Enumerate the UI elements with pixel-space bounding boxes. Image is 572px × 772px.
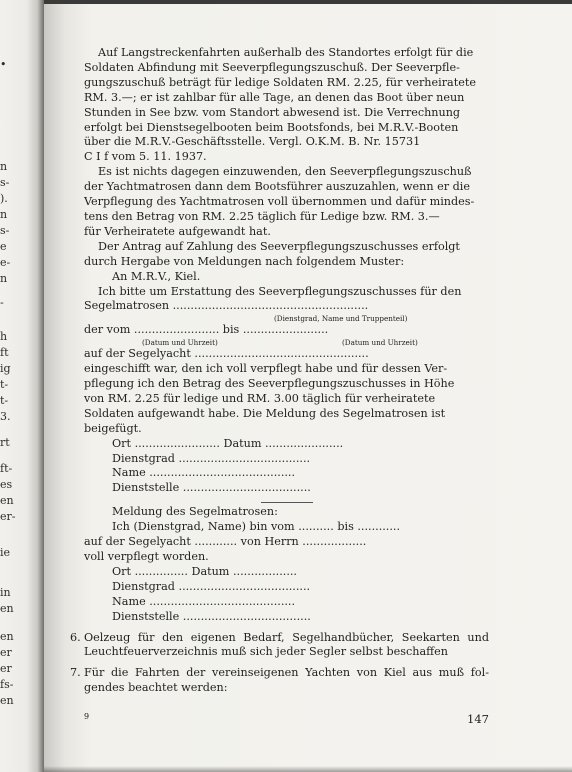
caption-date-from: (Datum und Uhrzeit): [142, 338, 218, 348]
report-line: auf der Segelyacht ............ von Herrn ..................: [84, 535, 367, 549]
margin-fragment: e-: [0, 256, 11, 269]
divider: [261, 502, 313, 503]
text-line: Verpflegung des Yachtmatrosen voll übernommen und dafür mindes-: [84, 195, 475, 209]
margin-fragment: er: [0, 662, 12, 675]
margin-fragment: ig: [0, 362, 11, 375]
margin-fragment: er: [0, 646, 12, 659]
form-from-to-line: der vom ........................ bis ........................: [84, 323, 329, 337]
item-number: 6.: [70, 630, 81, 644]
text-line: Stunden in See bzw. vom Standort abwesend ist. Die Verrechnung: [84, 105, 461, 119]
sample-form: [84, 270, 489, 497]
paragraph-application: [84, 240, 489, 270]
signature-mark: 9: [84, 712, 90, 721]
form-body-line: von RM. 2.25 für ledige und RM. 3.00 täglich für verheiratete: [84, 391, 436, 405]
report-rank: Dienstgrad .....................................: [112, 579, 311, 593]
report-title: Meldung des Segelmatrosen:: [112, 505, 278, 519]
margin-fragment: ft-: [0, 462, 13, 475]
item-text: Für die Fahrten der vereinseigenen Yachten von Kiel aus muß fol-gendes beachtet werden:: [84, 666, 489, 695]
list-item-6: [70, 630, 489, 661]
report-place-date: Ort ............... Datum ..................: [112, 564, 297, 578]
caption-rank-name-unit: (Dienstgrad, Name und Truppenteil): [274, 314, 408, 324]
item-number: 7.: [70, 666, 81, 680]
text-line: erfolgt bei Dienstsegelbooten beim Bootsfonds, bei M.R.V.-Booten: [84, 120, 459, 134]
margin-fragment: -: [0, 296, 4, 309]
margin-fragment: ft: [0, 346, 9, 359]
page-body: [70, 46, 489, 696]
margin-fragment: n: [0, 160, 8, 173]
form-office: Dienststelle ....................................: [112, 481, 311, 495]
margin-fragment: er-: [0, 510, 16, 523]
text-line: Der Antrag auf Zahlung des Seeverpflegungszuschusses erfolgt: [98, 239, 460, 253]
caption-row: [84, 338, 489, 347]
margin-fragment: t-: [0, 394, 9, 407]
sailor-report: [84, 505, 489, 624]
form-body-line: pflegung ich den Betrag des Seeverpflegungszuschusses in Höhe: [84, 377, 455, 391]
form-body-line: eingeschifft war, den ich voll verpflegt habe und für dessen Ver-: [84, 362, 448, 376]
text-line: der Yachtmatrosen dann dem Bootsführer auszuzahlen, wenn er die: [84, 180, 470, 194]
document-page: [44, 4, 572, 772]
margin-fragment: ).: [0, 192, 8, 205]
margin-fragment: rt: [0, 436, 10, 449]
text-line: Soldaten Abfindung mit Seeverpflegungszuschuß. Der Seeverpfle-: [84, 60, 460, 74]
margin-fragment: h: [0, 330, 8, 343]
text-line: RM. 3.—; er ist zahlbar für alle Tage, an denen das Boot über neun: [84, 90, 465, 104]
text-line: für Verheiratete aufgewandt hat.: [84, 224, 271, 238]
margin-fragment: fs-: [0, 678, 14, 691]
form-name: Name .........................................: [112, 466, 296, 480]
margin-fragment: 3.: [0, 410, 11, 423]
margin-fragment: in: [0, 586, 11, 599]
item-text: Oelzeug für den eigenen Bedarf, Segelhandbücher, Seekarten und Leuchtfeuerverzeichnis muß sich jeder Segler selbst beschaffen: [84, 630, 489, 659]
text-line: gungszuschuß beträgt für ledige Soldaten RM. 2.25, für verheiratete: [84, 75, 476, 89]
text-line: über die M.R.V.-Geschäftsstelle. Vergl. O.K.M. B. Nr. 15731: [84, 135, 421, 149]
margin-fragment: e: [0, 240, 7, 253]
text-line: C I f vom 5. 11. 1937.: [84, 150, 207, 164]
margin-fragment: en: [0, 494, 14, 507]
paragraph-allowance: [84, 46, 489, 165]
form-body-line: Soldaten aufgewandt habe. Die Meldung des Segelmatrosen ist: [84, 406, 446, 420]
margin-fragment: n: [0, 208, 8, 221]
margin-fragment: en: [0, 694, 14, 707]
margin-fragment: en: [0, 630, 14, 643]
text-line: Auf Langstreckenfahrten außerhalb des Standortes erfolgt für die: [98, 46, 474, 59]
report-line: Ich (Dienstgrad, Name) bin vom .......... bis ............: [112, 520, 401, 534]
margin-fragment: ie: [0, 546, 11, 559]
left-page-edge: [0, 0, 44, 772]
form-address: An M.R.V., Kiel.: [112, 269, 201, 283]
form-place-date: Ort ........................ Datum ......................: [112, 436, 344, 450]
margin-fragment: es: [0, 478, 13, 491]
text-line: tens den Betrag von RM. 2.25 täglich für Ledige bzw. RM. 3.—: [84, 209, 440, 223]
margin-fragment: en: [0, 602, 14, 615]
text-line: durch Hergabe von Meldungen nach folgendem Muster:: [84, 254, 405, 268]
report-name: Name .........................................: [112, 594, 296, 608]
report-office: Dienststelle ....................................: [112, 609, 311, 623]
report-line: voll verpflegt worden.: [84, 550, 209, 563]
text-line: Es ist nichts dagegen einzuwenden, den Seeverpflegungszuschuß: [98, 165, 472, 179]
margin-fragment: s-: [0, 176, 10, 189]
form-body-line: beigefügt.: [84, 421, 142, 435]
page-bottom-shadow: [44, 766, 572, 772]
caption-date-to: (Datum und Uhrzeit): [342, 338, 418, 348]
margin-fragment: •: [0, 58, 7, 71]
margin-fragment: s-: [0, 224, 10, 237]
paragraph-payout: [84, 165, 489, 240]
form-request-line: Segelmatrosen .......................................................: [84, 299, 369, 313]
form-rank: Dienstgrad .....................................: [112, 451, 311, 465]
page-number: 147: [467, 712, 489, 726]
list-item-7: [70, 666, 489, 696]
form-request-line: Ich bitte um Erstattung des Seeverpflegungszuschusses für den: [98, 284, 462, 298]
margin-fragment: t-: [0, 378, 9, 391]
margin-fragment: n: [0, 272, 8, 285]
form-yacht-line: auf der Segelyacht .................................................: [84, 347, 369, 361]
